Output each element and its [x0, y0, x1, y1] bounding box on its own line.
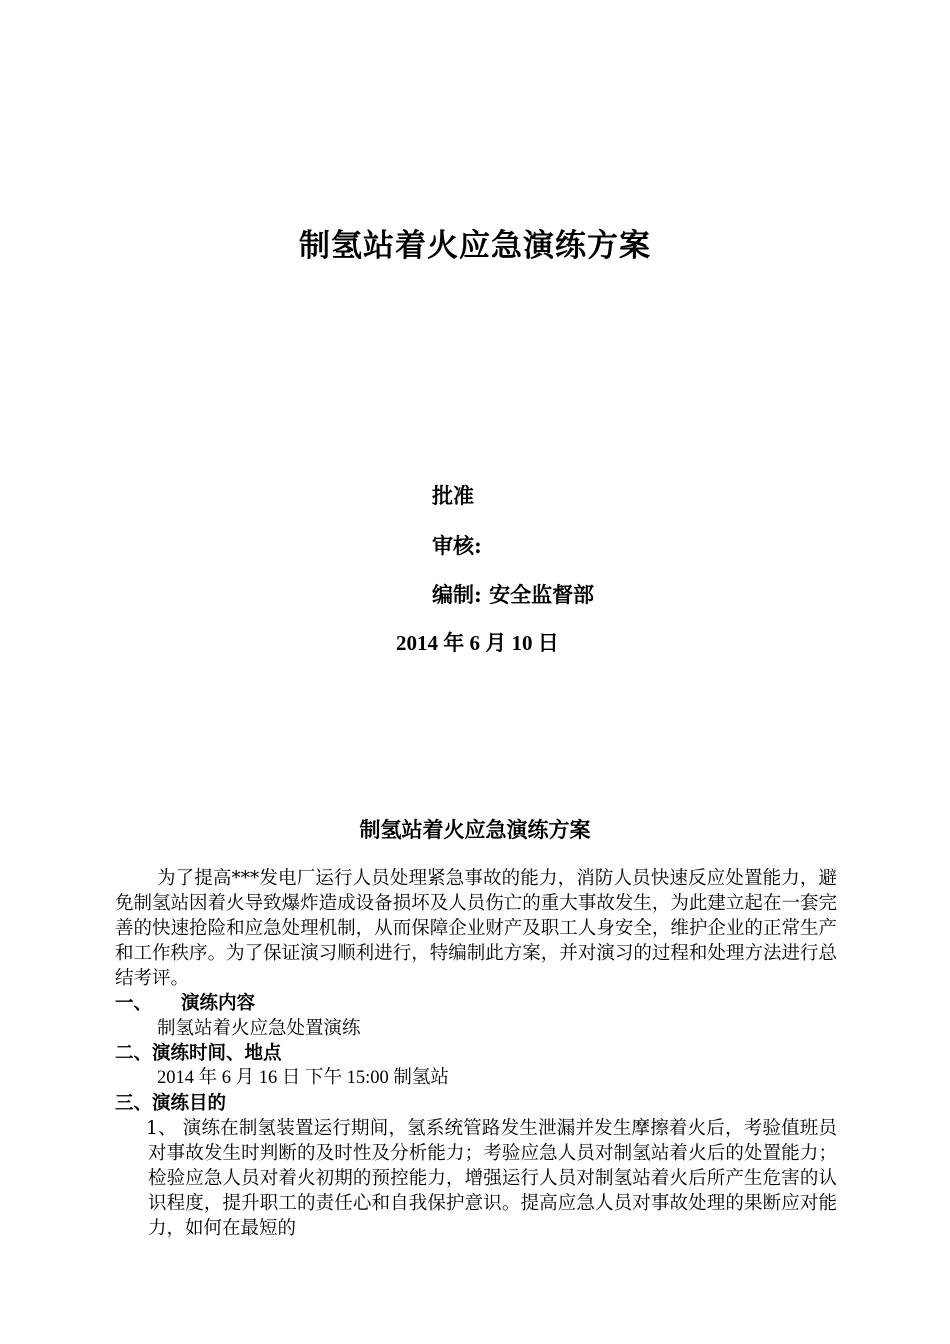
- section-heading-text: 演练目的: [152, 1093, 227, 1114]
- approve-label: 批准: [432, 483, 474, 508]
- section-heading-text: 演练内容: [181, 993, 256, 1014]
- cover-date: 2014 年 6 月 10 日: [396, 631, 559, 655]
- list-marker: 1、: [146, 1118, 177, 1139]
- review-label: 审核:: [432, 533, 482, 558]
- section-heading-text: 演练时间、地点: [152, 1043, 282, 1064]
- section-number: 一、: [115, 993, 153, 1014]
- cover-title: 制氢站着火应急演练方案: [299, 228, 651, 264]
- section-number: 二、: [115, 1043, 153, 1064]
- section-heading-1: [115, 991, 837, 1016]
- section-number: 三、: [115, 1093, 153, 1114]
- section-heading-3: [115, 1091, 837, 1116]
- list-item-text: 演练在制氢装置运行期间，氢系统管路发生泄漏并发生摩擦着火后，考验值班员对事故发生时判断的及时性及分析能力；考验应急人员对制氢站着火后的处置能力；检验应急人员对着火初期的预控能力，增强运行人员对制氢站着火后所产生危害的认识程度，提升职工的责任心和自我保护意识。提高应急人员对事故处理的果断应对能力，如何在最短的: [148, 1118, 837, 1239]
- compile-label: 编制: 安全监督部: [432, 582, 595, 607]
- document-title: 制氢站着火应急演练方案: [359, 817, 591, 842]
- list-item: [115, 1116, 837, 1241]
- intro-paragraph: 为了提高***发电厂运行人员处理紧急事故的能力，消防人员快速反应处置能力，避免制氢站因着火导致爆炸造成设备损坏及人员伤亡的重大事故发生，为此建立起在一套完善的快速抢险和应急处理机制，从而保障企业财产及职工人身安全，维护企业的正常生产和工作秩序。为了保证演习顺利进行，特编制此方案，并对演习的过程和处理方法进行总结考评。: [115, 868, 837, 989]
- section-content-1: 制氢站着火应急处置演练: [157, 1018, 361, 1039]
- section-heading-2: [115, 1041, 837, 1066]
- document-body: [115, 866, 837, 1241]
- section-content-2: 2014 年 6 月 16 日 下午 15:00 制氢站: [157, 1068, 449, 1088]
